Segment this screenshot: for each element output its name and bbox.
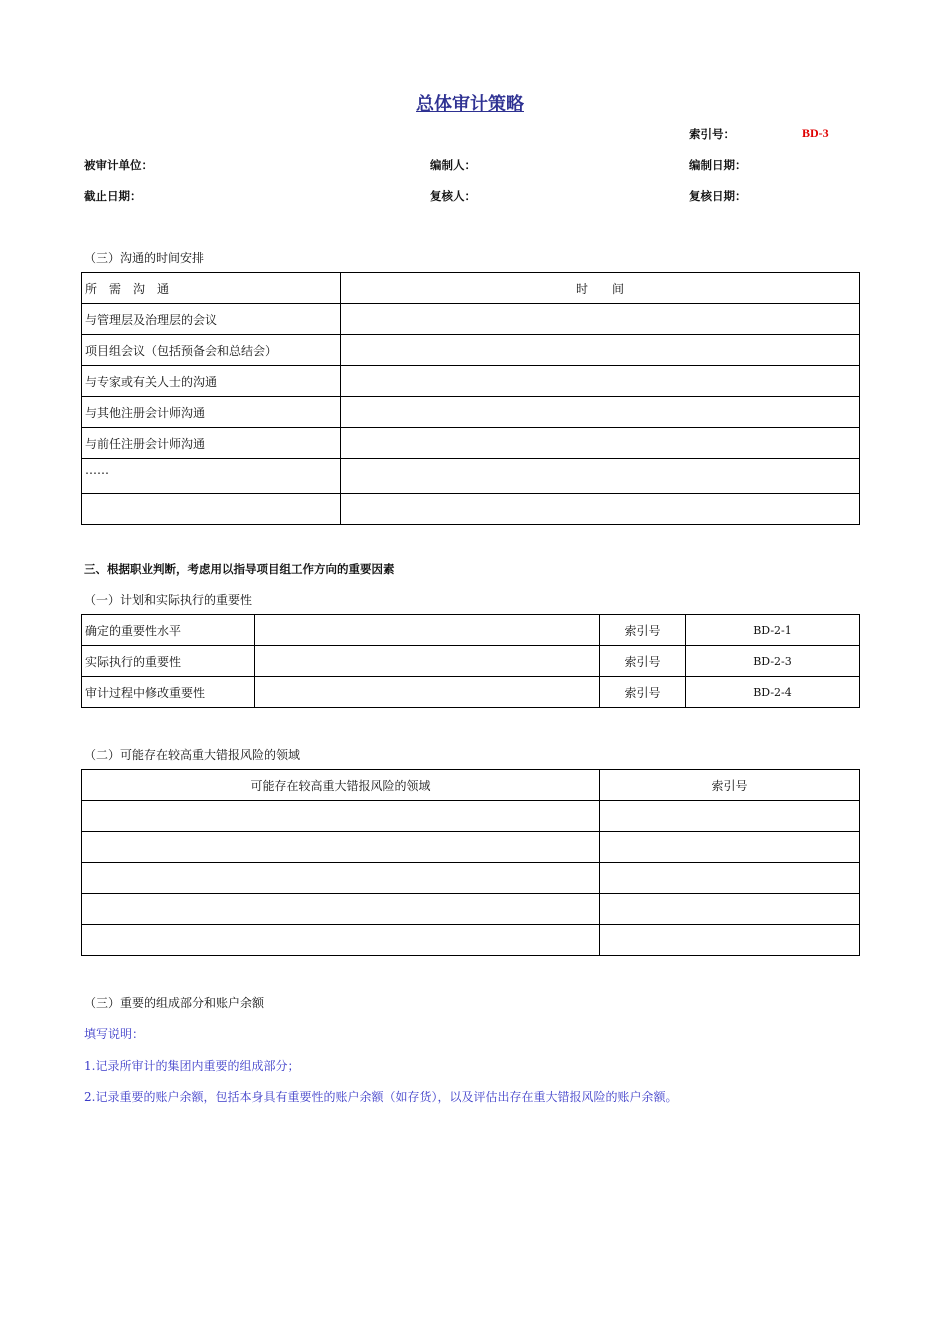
preparer-label: 编制人： [430,158,476,172]
materiality-heading: （一）计划和实际执行的重要性 [84,593,253,607]
index-label: 索引号： [689,127,735,141]
table-header-row [82,770,860,801]
communication-heading: （三）沟通的时间安排 [84,251,205,265]
communication-item: 与其他注册会计师沟通 [82,397,341,428]
table-row [82,801,860,832]
ref-value: BD-2-4 [686,677,860,708]
table-row [82,366,860,397]
time-cell[interactable] [341,428,860,459]
communication-item[interactable] [82,494,341,525]
communication-item: 与前任注册会计师沟通 [82,428,341,459]
table-row [82,832,860,863]
materiality-value[interactable] [255,677,600,708]
cutoff-date-label: 截止日期： [84,189,142,203]
ref-label: 索引号 [600,615,686,646]
risk-areas-table [81,769,860,956]
communication-item: 与专家或有关人士的沟通 [82,366,341,397]
col-communication-item: 所 需 沟 通 [82,273,341,304]
entity-label: 被审计单位： [84,158,153,172]
materiality-value[interactable] [255,646,600,677]
table-row [82,428,860,459]
table-row [82,397,860,428]
ref-cell[interactable] [600,925,860,956]
components-heading: （三）重要的组成部分和账户余额 [84,996,265,1010]
communication-item: 与管理层及治理层的会议 [82,304,341,335]
col-time: 时 间 [341,273,860,304]
col-ref: 索引号 [600,770,860,801]
review-date-label: 复核日期： [689,189,747,203]
index-value: BD-3 [802,126,829,140]
table-row [82,894,860,925]
ref-cell[interactable] [600,863,860,894]
materiality-label: 实际执行的重要性 [82,646,255,677]
table-row [82,494,860,525]
section-three-heading: 三、根据职业判断，考虑用以指导项目组工作方向的重要因素 [84,562,395,576]
table-row [82,925,860,956]
time-cell[interactable] [341,304,860,335]
time-cell[interactable] [341,335,860,366]
ref-cell[interactable] [600,894,860,925]
risk-area-cell[interactable] [82,832,600,863]
time-cell[interactable] [341,397,860,428]
table-row [82,677,860,708]
note-line-1: 1.记录所审计的集团内重要的组成部分； [84,1059,300,1073]
risk-area-cell[interactable] [82,801,600,832]
table-row [82,304,860,335]
ref-label: 索引号 [600,677,686,708]
reviewer-label: 复核人： [430,189,476,203]
ref-value: BD-2-1 [686,615,860,646]
materiality-table [81,614,860,708]
ref-label: 索引号 [600,646,686,677]
risk-area-cell[interactable] [82,894,600,925]
risk-areas-heading: （二）可能存在较高重大错报风险的领域 [84,748,301,762]
note-line-2: 2.记录重要的账户余额，包括本身具有重要性的账户余额（如存货），以及评估出存在重大错报风险的账户余额。 [84,1090,678,1104]
ref-cell[interactable] [600,832,860,863]
page-title: 总体审计策略 [416,94,524,115]
materiality-value[interactable] [255,615,600,646]
table-row [82,335,860,366]
time-cell[interactable] [341,459,860,494]
risk-area-cell[interactable] [82,863,600,894]
col-risk-area: 可能存在较高重大错报风险的领域 [82,770,600,801]
table-row [82,646,860,677]
ref-cell[interactable] [600,801,860,832]
prepared-date-label: 编制日期： [689,158,747,172]
materiality-label: 审计过程中修改重要性 [82,677,255,708]
ref-value: BD-2-3 [686,646,860,677]
table-row [82,615,860,646]
note-title: 填写说明： [84,1027,145,1041]
communication-item: …… [82,459,341,494]
risk-area-cell[interactable] [82,925,600,956]
time-cell[interactable] [341,494,860,525]
time-cell[interactable] [341,366,860,397]
table-header-row [82,273,860,304]
table-row [82,863,860,894]
communication-item: 项目组会议（包括预备会和总结会） [82,335,341,366]
communication-table [81,272,860,525]
materiality-label: 确定的重要性水平 [82,615,255,646]
table-row [82,459,860,494]
